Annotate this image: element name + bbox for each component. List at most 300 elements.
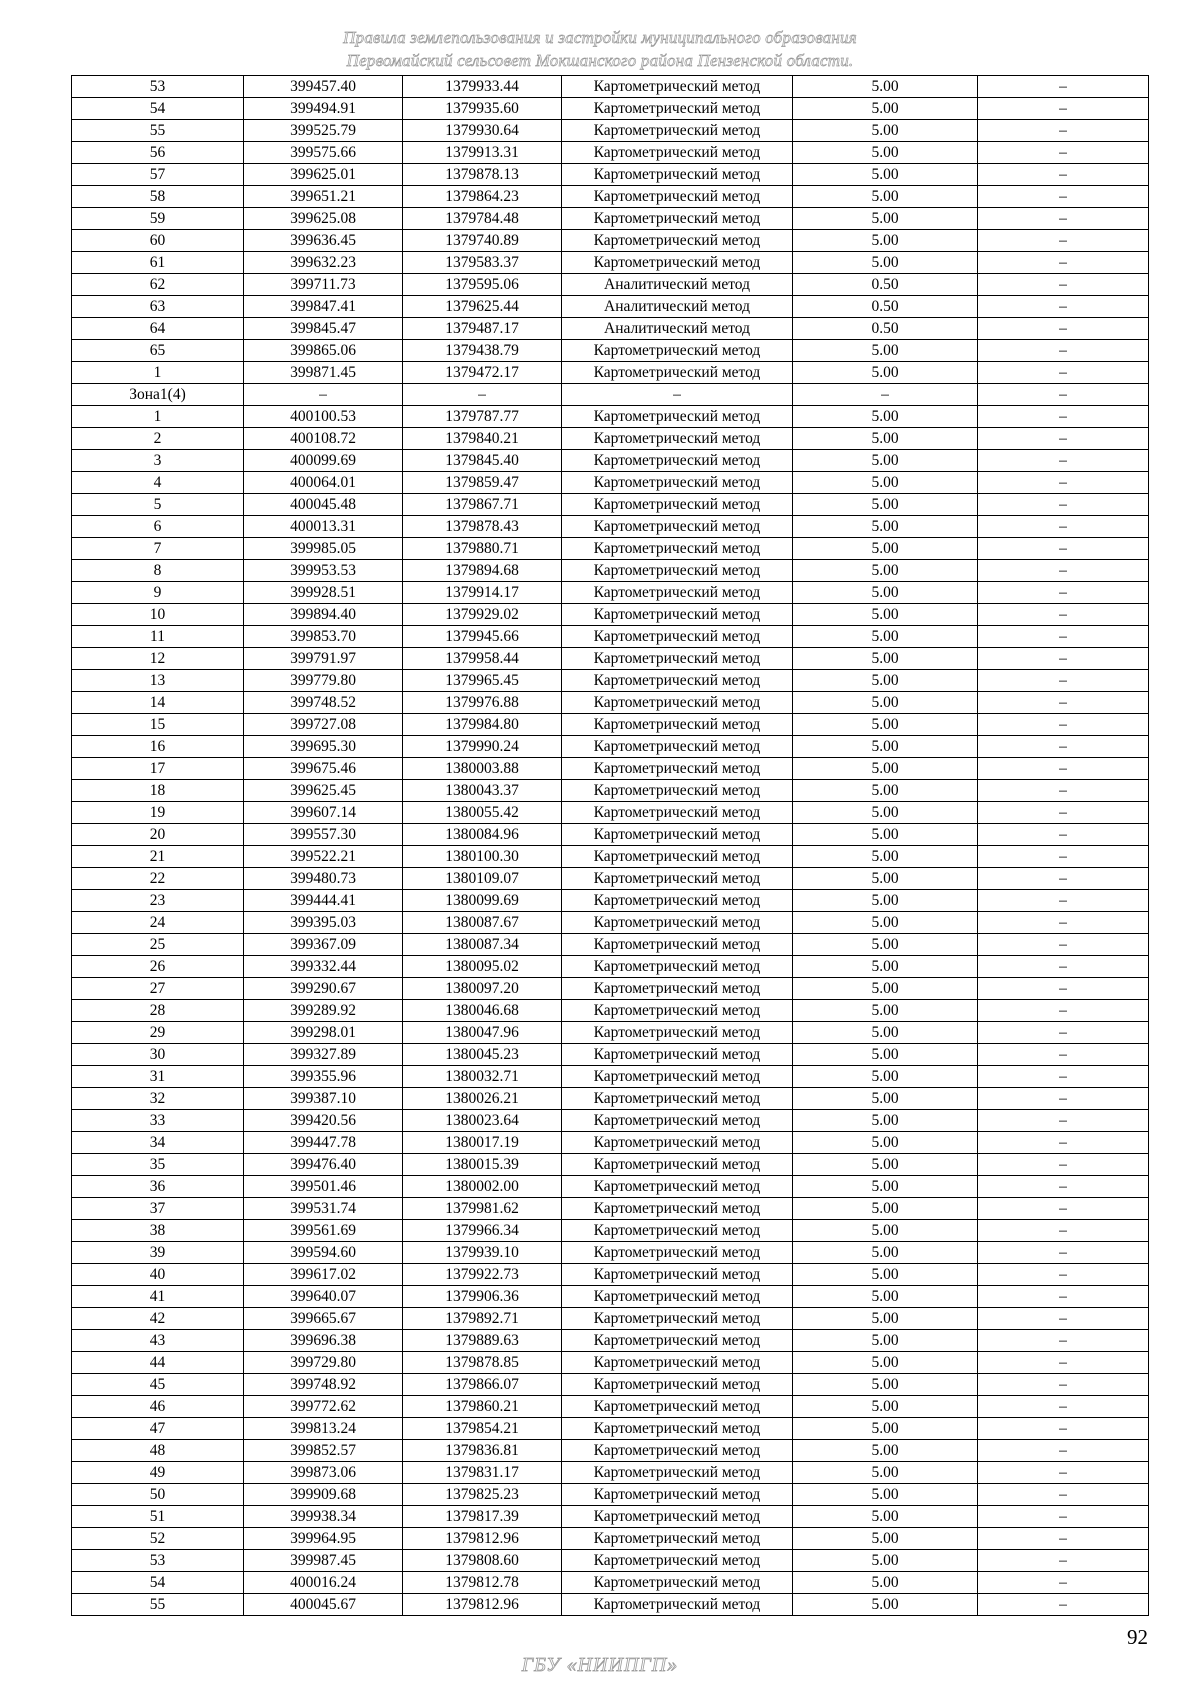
table-row: [72, 340, 1149, 362]
method-cell: Картометрический метод: [562, 1198, 793, 1220]
x-coordinate-cell: 399928.51: [244, 582, 403, 604]
point-number-cell: 7: [72, 538, 244, 560]
x-coordinate-cell: 400016.24: [244, 1572, 403, 1594]
method-cell: Картометрический метод: [562, 626, 793, 648]
x-coordinate-cell: 399522.21: [244, 846, 403, 868]
table-row: [72, 934, 1149, 956]
accuracy-cell: 0.50: [793, 274, 978, 296]
table-row: [72, 1374, 1149, 1396]
table-row: [72, 1264, 1149, 1286]
method-cell: Картометрический метод: [562, 604, 793, 626]
y-coordinate-cell: 1379812.96: [403, 1594, 562, 1616]
accuracy-cell: 5.00: [793, 340, 978, 362]
method-cell: Картометрический метод: [562, 780, 793, 802]
description-cell: –: [978, 934, 1149, 956]
table-row: [72, 274, 1149, 296]
x-coordinate-cell: 399813.24: [244, 1418, 403, 1440]
table-row: [72, 1330, 1149, 1352]
method-cell: Картометрический метод: [562, 934, 793, 956]
method-cell: Картометрический метод: [562, 1000, 793, 1022]
x-coordinate-cell: 399561.69: [244, 1220, 403, 1242]
description-cell: –: [978, 802, 1149, 824]
x-coordinate-cell: 399447.78: [244, 1132, 403, 1154]
accuracy-cell: 5.00: [793, 1594, 978, 1616]
method-cell: Картометрический метод: [562, 1176, 793, 1198]
accuracy-cell: 5.00: [793, 1044, 978, 1066]
method-cell: Картометрический метод: [562, 582, 793, 604]
method-cell: Картометрический метод: [562, 1330, 793, 1352]
y-coordinate-cell: 1380017.19: [403, 1132, 562, 1154]
x-coordinate-cell: 399675.46: [244, 758, 403, 780]
x-coordinate-cell: 399494.91: [244, 98, 403, 120]
description-cell: –: [978, 1506, 1149, 1528]
y-coordinate-cell: 1379595.06: [403, 274, 562, 296]
point-number-cell: 31: [72, 1066, 244, 1088]
table-row: [72, 252, 1149, 274]
x-coordinate-cell: 399711.73: [244, 274, 403, 296]
x-coordinate-cell: 399395.03: [244, 912, 403, 934]
table-row: [72, 406, 1149, 428]
y-coordinate-cell: 1379840.21: [403, 428, 562, 450]
y-coordinate-cell: 1379867.71: [403, 494, 562, 516]
y-coordinate-cell: 1379787.77: [403, 406, 562, 428]
table-row: [72, 604, 1149, 626]
point-number-cell: 49: [72, 1462, 244, 1484]
table-row: [72, 296, 1149, 318]
description-cell: –: [978, 1374, 1149, 1396]
description-cell: –: [978, 1286, 1149, 1308]
table-row: [72, 1044, 1149, 1066]
accuracy-cell: 5.00: [793, 1066, 978, 1088]
accuracy-cell: 5.00: [793, 1572, 978, 1594]
point-number-cell: 56: [72, 142, 244, 164]
x-coordinate-cell: 399480.73: [244, 868, 403, 890]
table-row: [72, 824, 1149, 846]
point-number-cell: 14: [72, 692, 244, 714]
accuracy-cell: 5.00: [793, 736, 978, 758]
point-number-cell: 11: [72, 626, 244, 648]
x-coordinate-cell: 399938.34: [244, 1506, 403, 1528]
method-cell: Картометрический метод: [562, 76, 793, 98]
method-cell: Картометрический метод: [562, 1286, 793, 1308]
table-row: [72, 76, 1149, 98]
accuracy-cell: 5.00: [793, 670, 978, 692]
y-coordinate-cell: 1379740.89: [403, 230, 562, 252]
y-coordinate-cell: 1379859.47: [403, 472, 562, 494]
accuracy-cell: 5.00: [793, 1220, 978, 1242]
point-number-cell: 48: [72, 1440, 244, 1462]
y-coordinate-cell: 1379854.21: [403, 1418, 562, 1440]
y-coordinate-cell: 1380087.67: [403, 912, 562, 934]
method-cell: Картометрический метод: [562, 1550, 793, 1572]
point-number-cell: 25: [72, 934, 244, 956]
table-row: [72, 780, 1149, 802]
point-number-cell: 34: [72, 1132, 244, 1154]
x-coordinate-cell: 399696.38: [244, 1330, 403, 1352]
method-cell: Картометрический метод: [562, 802, 793, 824]
table-row: [72, 1022, 1149, 1044]
description-cell: –: [978, 1396, 1149, 1418]
accuracy-cell: 5.00: [793, 912, 978, 934]
accuracy-cell: 5.00: [793, 1022, 978, 1044]
x-coordinate-cell: 399665.67: [244, 1308, 403, 1330]
x-coordinate-cell: 399985.05: [244, 538, 403, 560]
x-coordinate-cell: 400045.48: [244, 494, 403, 516]
x-coordinate-cell: 399625.01: [244, 164, 403, 186]
table-row: [72, 1572, 1149, 1594]
table-row: [72, 98, 1149, 120]
point-number-cell: 15: [72, 714, 244, 736]
method-cell: Картометрический метод: [562, 670, 793, 692]
table-row: [72, 362, 1149, 384]
x-coordinate-cell: 399298.01: [244, 1022, 403, 1044]
method-cell: Картометрический метод: [562, 120, 793, 142]
table-row: [72, 516, 1149, 538]
description-cell: –: [978, 1110, 1149, 1132]
point-number-cell: 10: [72, 604, 244, 626]
y-coordinate-cell: 1380045.23: [403, 1044, 562, 1066]
accuracy-cell: 5.00: [793, 1132, 978, 1154]
method-cell: Картометрический метод: [562, 1374, 793, 1396]
point-number-cell: 22: [72, 868, 244, 890]
x-coordinate-cell: 399387.10: [244, 1088, 403, 1110]
description-cell: –: [978, 626, 1149, 648]
description-cell: –: [978, 692, 1149, 714]
y-coordinate-cell: 1379866.07: [403, 1374, 562, 1396]
table-row: [72, 1308, 1149, 1330]
accuracy-cell: –: [793, 384, 978, 406]
table-row: [72, 1594, 1149, 1616]
document-footer: ГБУ «НИИПГП»: [521, 1654, 679, 1676]
x-coordinate-cell: 399625.45: [244, 780, 403, 802]
x-coordinate-cell: 399420.56: [244, 1110, 403, 1132]
table-row: [72, 890, 1149, 912]
point-number-cell: 53: [72, 1550, 244, 1572]
x-coordinate-cell: 400099.69: [244, 450, 403, 472]
point-number-cell: 8: [72, 560, 244, 582]
y-coordinate-cell: 1379892.71: [403, 1308, 562, 1330]
table-row: [72, 692, 1149, 714]
y-coordinate-cell: 1380084.96: [403, 824, 562, 846]
description-cell: –: [978, 758, 1149, 780]
description-cell: –: [978, 1044, 1149, 1066]
y-coordinate-cell: 1379817.39: [403, 1506, 562, 1528]
table-row: [72, 1440, 1149, 1462]
x-coordinate-cell: 399651.21: [244, 186, 403, 208]
method-cell: Картометрический метод: [562, 824, 793, 846]
y-coordinate-cell: 1380032.71: [403, 1066, 562, 1088]
description-cell: –: [978, 1242, 1149, 1264]
point-number-cell: 47: [72, 1418, 244, 1440]
accuracy-cell: 5.00: [793, 120, 978, 142]
y-coordinate-cell: 1379831.17: [403, 1462, 562, 1484]
accuracy-cell: 5.00: [793, 252, 978, 274]
description-cell: –: [978, 208, 1149, 230]
description-cell: –: [978, 956, 1149, 978]
method-cell: Картометрический метод: [562, 98, 793, 120]
method-cell: Картометрический метод: [562, 340, 793, 362]
point-number-cell: 55: [72, 120, 244, 142]
accuracy-cell: 5.00: [793, 1374, 978, 1396]
x-coordinate-cell: 399289.92: [244, 1000, 403, 1022]
description-cell: –: [978, 384, 1149, 406]
y-coordinate-cell: 1380003.88: [403, 758, 562, 780]
x-coordinate-cell: 399695.30: [244, 736, 403, 758]
accuracy-cell: 0.50: [793, 296, 978, 318]
y-coordinate-cell: 1379906.36: [403, 1286, 562, 1308]
x-coordinate-cell: 399290.67: [244, 978, 403, 1000]
method-cell: Картометрический метод: [562, 1066, 793, 1088]
accuracy-cell: 5.00: [793, 1264, 978, 1286]
method-cell: Картометрический метод: [562, 1308, 793, 1330]
accuracy-cell: 5.00: [793, 780, 978, 802]
description-cell: –: [978, 1154, 1149, 1176]
method-cell: Картометрический метод: [562, 1462, 793, 1484]
method-cell: Картометрический метод: [562, 428, 793, 450]
accuracy-cell: 5.00: [793, 626, 978, 648]
accuracy-cell: 5.00: [793, 890, 978, 912]
method-cell: Картометрический метод: [562, 406, 793, 428]
table-row: [72, 868, 1149, 890]
description-cell: –: [978, 1132, 1149, 1154]
accuracy-cell: 5.00: [793, 98, 978, 120]
table-row: [72, 472, 1149, 494]
method-cell: Картометрический метод: [562, 692, 793, 714]
table-row: [72, 1352, 1149, 1374]
description-cell: –: [978, 1528, 1149, 1550]
coordinates-table-body: [72, 76, 1149, 1616]
point-number-cell: 19: [72, 802, 244, 824]
table-row: [72, 142, 1149, 164]
x-coordinate-cell: 399444.41: [244, 890, 403, 912]
point-number-cell: 9: [72, 582, 244, 604]
x-coordinate-cell: 399772.62: [244, 1396, 403, 1418]
table-row: [72, 978, 1149, 1000]
y-coordinate-cell: 1379583.37: [403, 252, 562, 274]
y-coordinate-cell: 1379958.44: [403, 648, 562, 670]
method-cell: Картометрический метод: [562, 736, 793, 758]
table-row: [72, 318, 1149, 340]
accuracy-cell: 5.00: [793, 1198, 978, 1220]
x-coordinate-cell: 399791.97: [244, 648, 403, 670]
table-row: [72, 450, 1149, 472]
method-cell: Картометрический метод: [562, 186, 793, 208]
table-row: [72, 1088, 1149, 1110]
description-cell: –: [978, 582, 1149, 604]
point-number-cell: 39: [72, 1242, 244, 1264]
description-cell: –: [978, 912, 1149, 934]
accuracy-cell: 5.00: [793, 230, 978, 252]
x-coordinate-cell: 399845.47: [244, 318, 403, 340]
x-coordinate-cell: 399640.07: [244, 1286, 403, 1308]
accuracy-cell: 5.00: [793, 142, 978, 164]
description-cell: –: [978, 340, 1149, 362]
point-number-cell: 63: [72, 296, 244, 318]
x-coordinate-cell: 399871.45: [244, 362, 403, 384]
description-cell: –: [978, 1440, 1149, 1462]
x-coordinate-cell: 399729.80: [244, 1352, 403, 1374]
point-number-cell: 37: [72, 1198, 244, 1220]
method-cell: Картометрический метод: [562, 1110, 793, 1132]
accuracy-cell: 5.00: [793, 956, 978, 978]
table-row: [72, 494, 1149, 516]
y-coordinate-cell: 1380023.64: [403, 1110, 562, 1132]
x-coordinate-cell: 399748.92: [244, 1374, 403, 1396]
method-cell: Аналитический метод: [562, 296, 793, 318]
y-coordinate-cell: 1379880.71: [403, 538, 562, 560]
x-coordinate-cell: –: [244, 384, 403, 406]
description-cell: –: [978, 736, 1149, 758]
x-coordinate-cell: 399531.74: [244, 1198, 403, 1220]
description-cell: –: [978, 1330, 1149, 1352]
y-coordinate-cell: 1380047.96: [403, 1022, 562, 1044]
y-coordinate-cell: 1379472.17: [403, 362, 562, 384]
accuracy-cell: 5.00: [793, 538, 978, 560]
method-cell: Картометрический метод: [562, 846, 793, 868]
point-number-cell: 46: [72, 1396, 244, 1418]
x-coordinate-cell: 399873.06: [244, 1462, 403, 1484]
y-coordinate-cell: 1379935.60: [403, 98, 562, 120]
description-cell: –: [978, 296, 1149, 318]
table-row: [72, 956, 1149, 978]
y-coordinate-cell: 1380099.69: [403, 890, 562, 912]
y-coordinate-cell: 1379930.64: [403, 120, 562, 142]
table-row: [72, 1176, 1149, 1198]
method-cell: Картометрический метод: [562, 956, 793, 978]
accuracy-cell: 5.00: [793, 516, 978, 538]
y-coordinate-cell: 1379864.23: [403, 186, 562, 208]
description-cell: –: [978, 1000, 1149, 1022]
description-cell: –: [978, 142, 1149, 164]
point-number-cell: 6: [72, 516, 244, 538]
accuracy-cell: 5.00: [793, 1330, 978, 1352]
method-cell: Картометрический метод: [562, 538, 793, 560]
y-coordinate-cell: 1379984.80: [403, 714, 562, 736]
x-coordinate-cell: 399355.96: [244, 1066, 403, 1088]
x-coordinate-cell: 399575.66: [244, 142, 403, 164]
point-number-cell: 32: [72, 1088, 244, 1110]
accuracy-cell: 5.00: [793, 648, 978, 670]
description-cell: –: [978, 362, 1149, 384]
description-cell: –: [978, 1198, 1149, 1220]
accuracy-cell: 5.00: [793, 1154, 978, 1176]
method-cell: Картометрический метод: [562, 1440, 793, 1462]
point-number-cell: 1: [72, 362, 244, 384]
y-coordinate-cell: 1380002.00: [403, 1176, 562, 1198]
table-row: [72, 384, 1149, 406]
x-coordinate-cell: 399594.60: [244, 1242, 403, 1264]
header-line-2: Первомайский сельсовет Мокшанского района Пензенской области.: [346, 51, 854, 70]
y-coordinate-cell: 1379894.68: [403, 560, 562, 582]
table-row: [72, 1550, 1149, 1572]
y-coordinate-cell: 1379976.88: [403, 692, 562, 714]
x-coordinate-cell: 399847.41: [244, 296, 403, 318]
y-coordinate-cell: 1379878.43: [403, 516, 562, 538]
table-row: [72, 846, 1149, 868]
point-number-cell: 54: [72, 98, 244, 120]
table-row: [72, 736, 1149, 758]
y-coordinate-cell: 1380026.21: [403, 1088, 562, 1110]
point-number-cell: 52: [72, 1528, 244, 1550]
accuracy-cell: 5.00: [793, 1462, 978, 1484]
point-number-cell: 43: [72, 1330, 244, 1352]
method-cell: Картометрический метод: [562, 890, 793, 912]
accuracy-cell: 5.00: [793, 846, 978, 868]
y-coordinate-cell: 1379929.02: [403, 604, 562, 626]
point-number-cell: 28: [72, 1000, 244, 1022]
point-number-cell: 50: [72, 1484, 244, 1506]
point-number-cell: 58: [72, 186, 244, 208]
y-coordinate-cell: 1379945.66: [403, 626, 562, 648]
point-number-cell: 59: [72, 208, 244, 230]
accuracy-cell: 5.00: [793, 978, 978, 1000]
y-coordinate-cell: 1379990.24: [403, 736, 562, 758]
method-cell: –: [562, 384, 793, 406]
y-coordinate-cell: 1379889.63: [403, 1330, 562, 1352]
description-cell: –: [978, 516, 1149, 538]
table-row: [72, 208, 1149, 230]
accuracy-cell: 5.00: [793, 692, 978, 714]
page-number: 92: [1127, 1625, 1148, 1649]
description-cell: –: [978, 1418, 1149, 1440]
accuracy-cell: 5.00: [793, 1000, 978, 1022]
y-coordinate-cell: 1379878.13: [403, 164, 562, 186]
x-coordinate-cell: 399909.68: [244, 1484, 403, 1506]
description-cell: –: [978, 538, 1149, 560]
point-number-cell: 54: [72, 1572, 244, 1594]
method-cell: Картометрический метод: [562, 494, 793, 516]
point-number-cell: 40: [72, 1264, 244, 1286]
y-coordinate-cell: 1379914.17: [403, 582, 562, 604]
y-coordinate-cell: 1379808.60: [403, 1550, 562, 1572]
point-number-cell: 41: [72, 1286, 244, 1308]
description-cell: –: [978, 1264, 1149, 1286]
description-cell: –: [978, 560, 1149, 582]
accuracy-cell: 5.00: [793, 604, 978, 626]
description-cell: –: [978, 120, 1149, 142]
description-cell: –: [978, 1572, 1149, 1594]
method-cell: Картометрический метод: [562, 1396, 793, 1418]
point-number-cell: 21: [72, 846, 244, 868]
point-number-cell: 57: [72, 164, 244, 186]
method-cell: Картометрический метод: [562, 142, 793, 164]
y-coordinate-cell: 1379939.10: [403, 1242, 562, 1264]
x-coordinate-cell: 400013.31: [244, 516, 403, 538]
point-number-cell: 5: [72, 494, 244, 516]
table-row: [72, 714, 1149, 736]
method-cell: Картометрический метод: [562, 1220, 793, 1242]
method-cell: Картометрический метод: [562, 1044, 793, 1066]
description-cell: –: [978, 824, 1149, 846]
accuracy-cell: 5.00: [793, 1396, 978, 1418]
point-number-cell: 1: [72, 406, 244, 428]
x-coordinate-cell: 399748.52: [244, 692, 403, 714]
accuracy-cell: 5.00: [793, 1308, 978, 1330]
description-cell: –: [978, 230, 1149, 252]
table-row: [72, 538, 1149, 560]
method-cell: Картометрический метод: [562, 252, 793, 274]
point-number-cell: 53: [72, 76, 244, 98]
table-row: [72, 186, 1149, 208]
table-row: [72, 912, 1149, 934]
table-row: [72, 560, 1149, 582]
document-header: [0, 26, 1200, 72]
description-cell: –: [978, 1176, 1149, 1198]
point-number-cell: 17: [72, 758, 244, 780]
accuracy-cell: 5.00: [793, 186, 978, 208]
y-coordinate-cell: 1380046.68: [403, 1000, 562, 1022]
point-number-cell: 4: [72, 472, 244, 494]
